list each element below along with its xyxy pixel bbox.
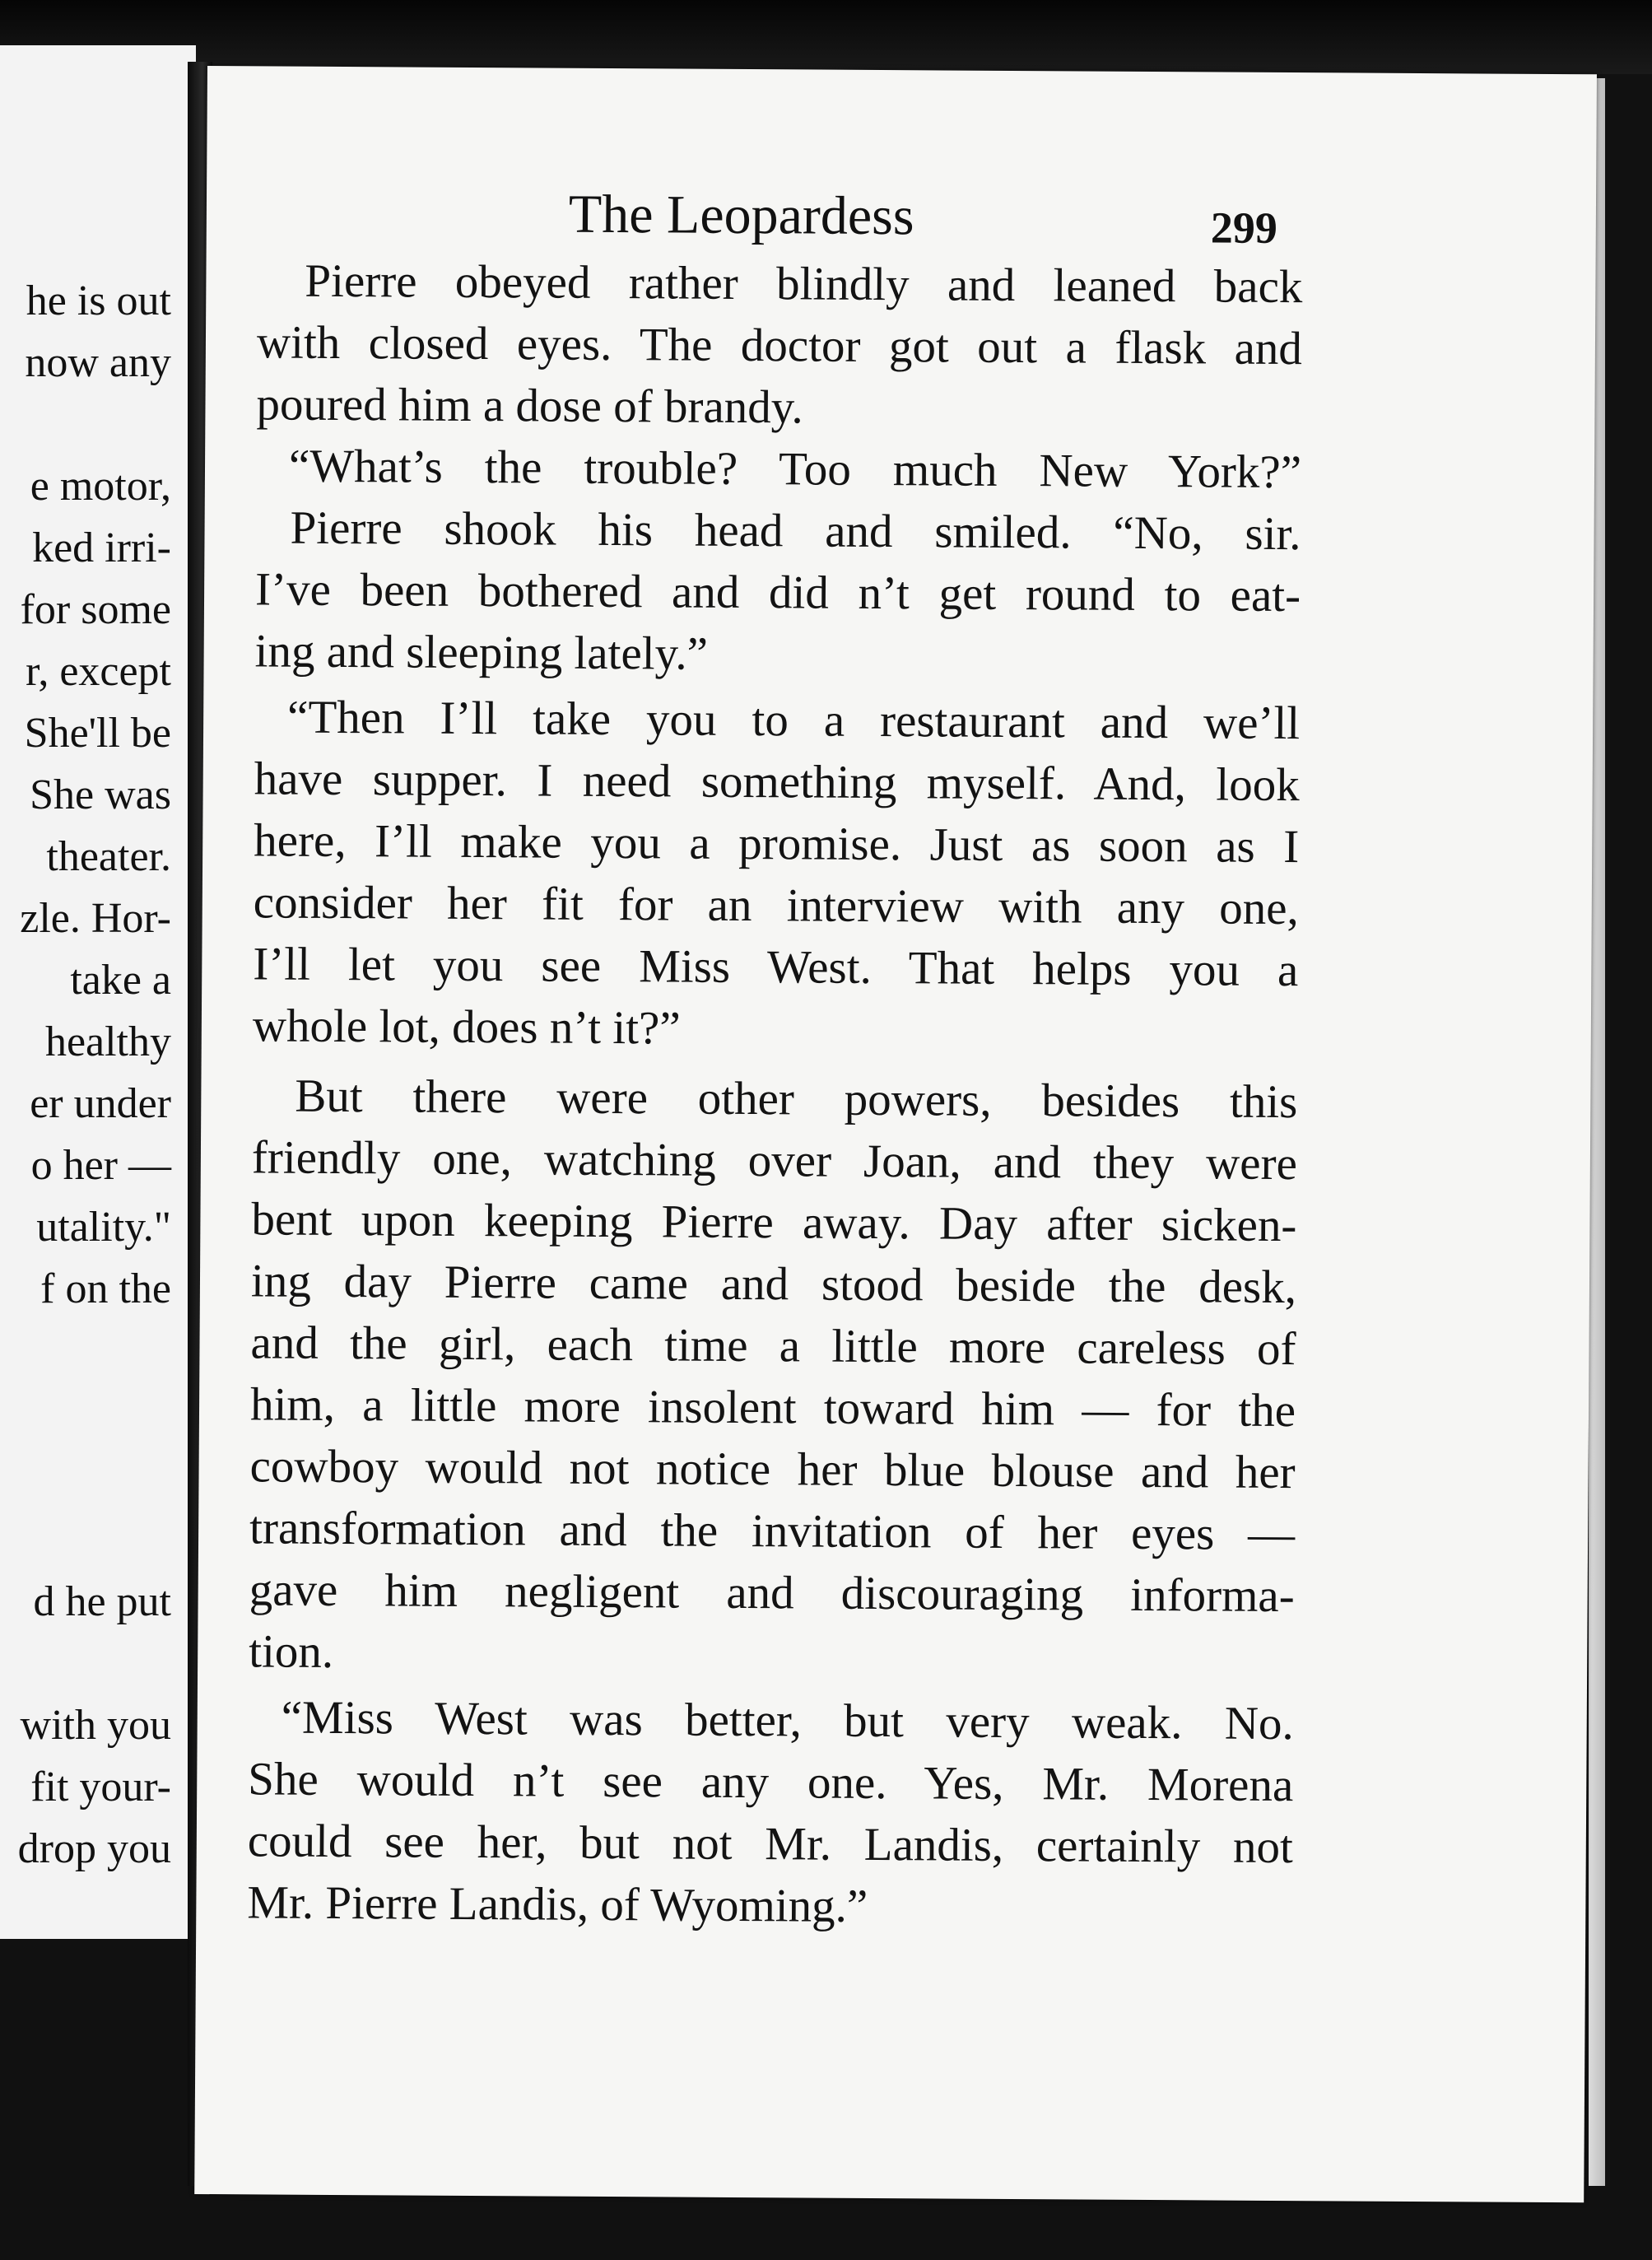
page-header: [207, 181, 1597, 263]
left-page-line: d he put: [33, 1578, 171, 1625]
left-page-line: for some: [20, 586, 171, 633]
text-line: But there were other powers, besides this: [295, 1069, 1298, 1129]
text-line: “Then I’ll take you to a restaurant and we’ll: [286, 691, 1301, 750]
scan-background: [0, 0, 1652, 74]
page-number: 299: [1210, 203, 1278, 253]
left-page-line: drop you: [17, 1825, 171, 1872]
text-line: could see her, but not Mr. Landis, certainly not: [247, 1815, 1294, 1874]
left-page-line: e motor,: [30, 463, 171, 510]
text-line: and the girl, each time a little more careless of: [250, 1316, 1296, 1376]
left-page-line: take a: [70, 957, 171, 1004]
left-page-line: with you: [20, 1702, 171, 1749]
text-line: Mr. Pierre Landis, of Wyoming.”: [247, 1876, 868, 1932]
text-line: “Miss West was better, but very weak. No.: [281, 1691, 1294, 1750]
text-line: I’ll let you see Miss West. That helps you a: [253, 938, 1299, 997]
left-page-line: r, except: [26, 648, 171, 695]
text-line: friendly one, watching over Joan, and they were: [251, 1131, 1298, 1191]
text-line: Pierre obeyed rather blindly and leaned back: [305, 254, 1303, 314]
text-line: She would n’t see any one. Yes, Mr. Morena: [248, 1753, 1294, 1812]
text-line: ing and sleeping lately.”: [254, 625, 709, 680]
text-line: here, I’ll make you a promise. Just as soon as I: [254, 814, 1300, 874]
left-page-line: theater.: [46, 833, 171, 880]
left-page-line: ked irri-: [32, 524, 171, 571]
left-page-line: fit your-: [30, 1764, 171, 1810]
left-page-line: utality.": [36, 1204, 171, 1251]
running-head: The Leopardess: [568, 184, 914, 247]
left-page-line: zle. Hor-: [20, 895, 171, 942]
left-page-line: f on the: [40, 1265, 171, 1312]
text-line: transformation and the invitation of her eyes —: [249, 1502, 1296, 1561]
left-page-line: She was: [30, 771, 171, 818]
text-line: gave him negligent and discouraging informa-: [249, 1563, 1295, 1623]
text-line: bent upon keeping Pierre away. Day after sicken-: [251, 1193, 1297, 1252]
text-line: whole lot, does n’t it?”: [252, 1000, 681, 1055]
text-line: I’ve been bothered and did n’t get round to eat-: [254, 563, 1301, 622]
text-line: cowboy would not notice her blue blouse and her: [249, 1440, 1296, 1499]
book-page: [194, 66, 1597, 2202]
text-line: him, a little more insolent toward him — for the: [249, 1378, 1296, 1438]
text-line: consider her fit for an interview with any one,: [253, 876, 1299, 935]
left-page-line: healthy: [44, 1018, 171, 1065]
text-line: have supper. I need something myself. And, look: [254, 753, 1300, 812]
left-page-line: er under: [30, 1080, 171, 1127]
text-line: ing day Pierre came and stood beside the desk,: [250, 1255, 1297, 1314]
left-page-line: now any: [25, 339, 171, 386]
left-page-line: She'll be: [24, 710, 171, 757]
text-line: tion.: [249, 1625, 334, 1678]
text-line: poured him a dose of brandy.: [256, 378, 803, 434]
text-line: Pierre shook his head and smiled. “No, sir.: [290, 501, 1301, 561]
left-page-line: he is out: [26, 277, 171, 324]
text-line: with closed eyes. The doctor got out a flask and: [256, 316, 1303, 375]
previous-page-fragment: [0, 45, 196, 1939]
text-line: “What’s the trouble? Too much New York?”: [288, 440, 1302, 499]
left-page-line: o her —: [30, 1142, 171, 1189]
